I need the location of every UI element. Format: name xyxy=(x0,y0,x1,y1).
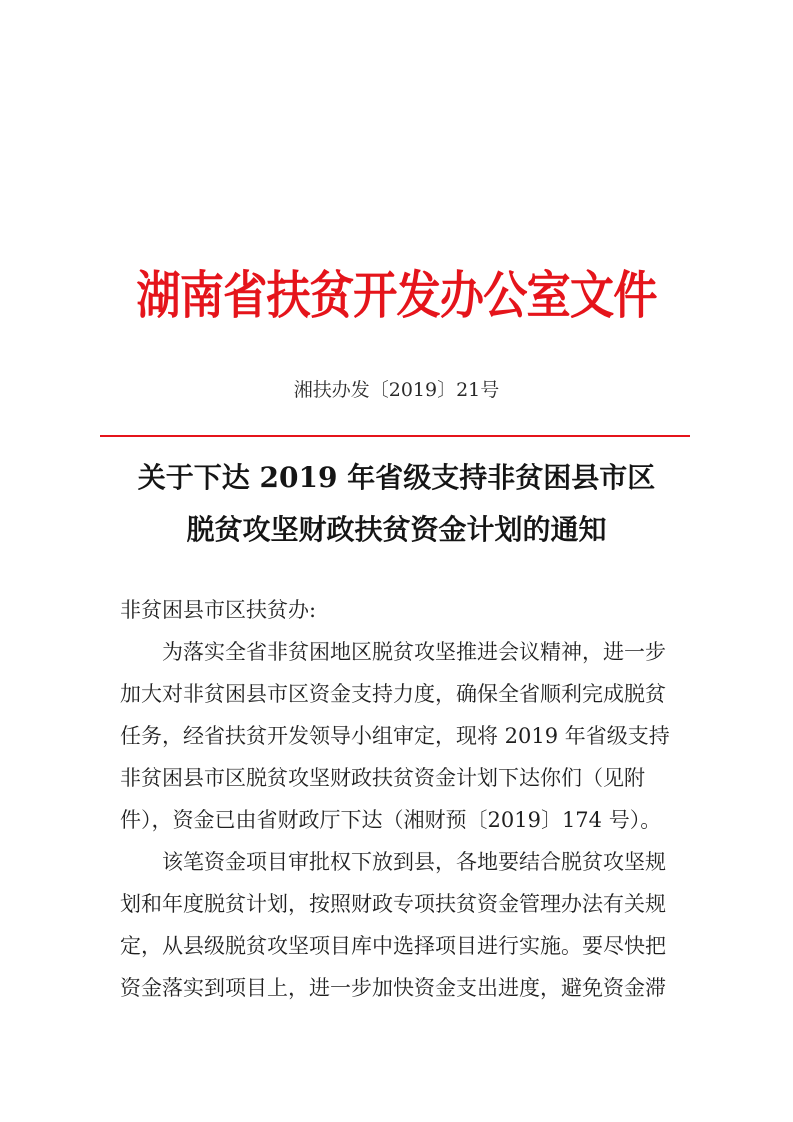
notice-title-line-2: 脱贫攻坚财政扶贫资金计划的通知 xyxy=(186,513,607,546)
body-line: 为落实全省非贫困地区脱贫攻坚推进会议精神，进一步 xyxy=(162,640,666,664)
body-line: 非贫困县市区脱贫攻坚财政扶贫资金计划下达你们（见附 xyxy=(120,766,645,790)
body-line: 任务，经省扶贫开发领导小组审定，现将 2019 年省级支持 xyxy=(120,724,670,748)
red-divider xyxy=(100,435,690,437)
body-line: 划和年度脱贫计划，按照财政专项扶贫资金管理办法有关规 xyxy=(120,892,666,916)
notice-title-line-1: 关于下达 2019 年省级支持非贫困县市区 xyxy=(137,461,656,494)
salutation: 非贫困县市区扶贫办: xyxy=(120,598,317,622)
document-number: 湘扶办发〔2019〕21号 xyxy=(293,379,500,401)
body-line: 加大对非贫困县市区资金支持力度，确保全省顺利完成脱贫 xyxy=(120,682,666,706)
body-line: 定，从县级脱贫攻坚项目库中选择项目进行实施。要尽快把 xyxy=(120,934,666,958)
body-line: 该笔资金项目审批权下放到县，各地要结合脱贫攻坚规 xyxy=(162,850,666,874)
body-line: 资金落实到项目上，进一步加快资金支出进度，避免资金滞 xyxy=(120,976,666,1000)
issuer-title: 湖南省扶贫开发办公室文件 xyxy=(136,266,657,326)
body-line: 件），资金已由省财政厅下达（湘财预〔2019〕174 号）。 xyxy=(120,808,662,832)
